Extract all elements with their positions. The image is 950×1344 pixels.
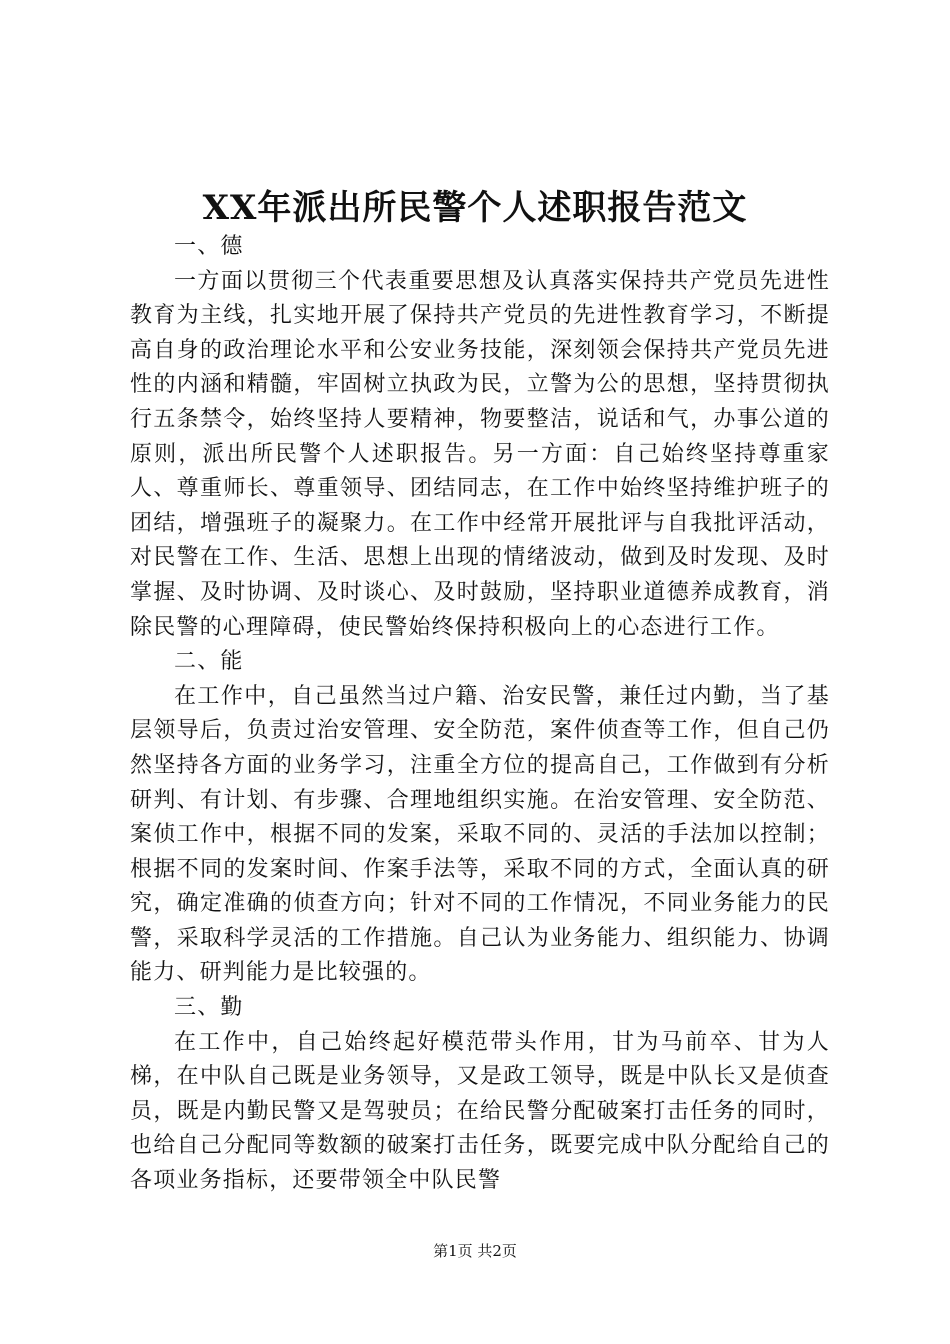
page-footer: 第1页 共2页 (433, 1242, 517, 1260)
section-heading-qin: 三、勤 (174, 995, 244, 1021)
section-heading-neng: 二、能 (174, 649, 244, 675)
section-paragraph-qin: 在工作中，自己始终起好模范带头作用，甘为马前卒、甘为人梯，在中队自己既是业务领导，又是政工领导，既是中队长又是侦查员，既是内勤民警又是驾驶员；在给民警分配破案打击任务的同时，也给自己分配同等数额的破案打击任务，既要完成中队分配给自己的各项业务指标，还要带领全中队民警 (130, 1029, 830, 1194)
section-heading-de: 一、德 (174, 234, 244, 259)
document-body (130, 230, 830, 1199)
document-title: XX年派出所民警个人述职报告范文 (202, 188, 748, 228)
section-paragraph-de: 一方面以贯彻三个代表重要思想及认真落实保持共产党员先进性教育为主线，扎实地开展了保持共产党员的先进性教育学习，不断提高自身的政治理论水平和公安业务技能，深刻领会保持共产党员先进性的内涵和精髓，牢固树立执政为民，立警为公的思想，坚持贯彻执行五条禁令，始终坚持人要精神，物要整洁，说话和气，办事公道的原则，派出所民警个人述职报告。另一方面：自己始终坚持尊重家人、尊重师长、尊重领导、团结同志，在工作中始终坚持维护班子的团结，增强班子的凝聚力。在工作中经常开展批评与自我批评活动，对民警在工作、生活、思想上出现的情绪波动，做到及时发现、及时掌握、及时协调、及时谈心、及时鼓励，坚持职业道德养成教育，消除民警的心理障碍，使民警始终保持积极向上的心态进行工作。 (130, 268, 830, 640)
section-paragraph-neng: 在工作中，自己虽然当过户籍、治安民警，兼任过内勤，当了基层领导后，负责过治安管理、安全防范，案件侦查等工作，但自己仍然坚持各方面的业务学习，注重全方位的提高自己，工作做到有分析研判、有计划、有步骤、合理地组织实施。在治安管理、安全防范、案侦工作中，根据不同的发案，采取不同的、灵活的手法加以控制；根据不同的发案时间、作案手法等，采取不同的方式，全面认真的研究，确定准确的侦查方向；针对不同的工作情况，不同业务能力的民警，采取科学灵活的工作措施。自己认为业务能力、组织能力、协调能力、研判能力是比较强的。 (130, 683, 830, 986)
